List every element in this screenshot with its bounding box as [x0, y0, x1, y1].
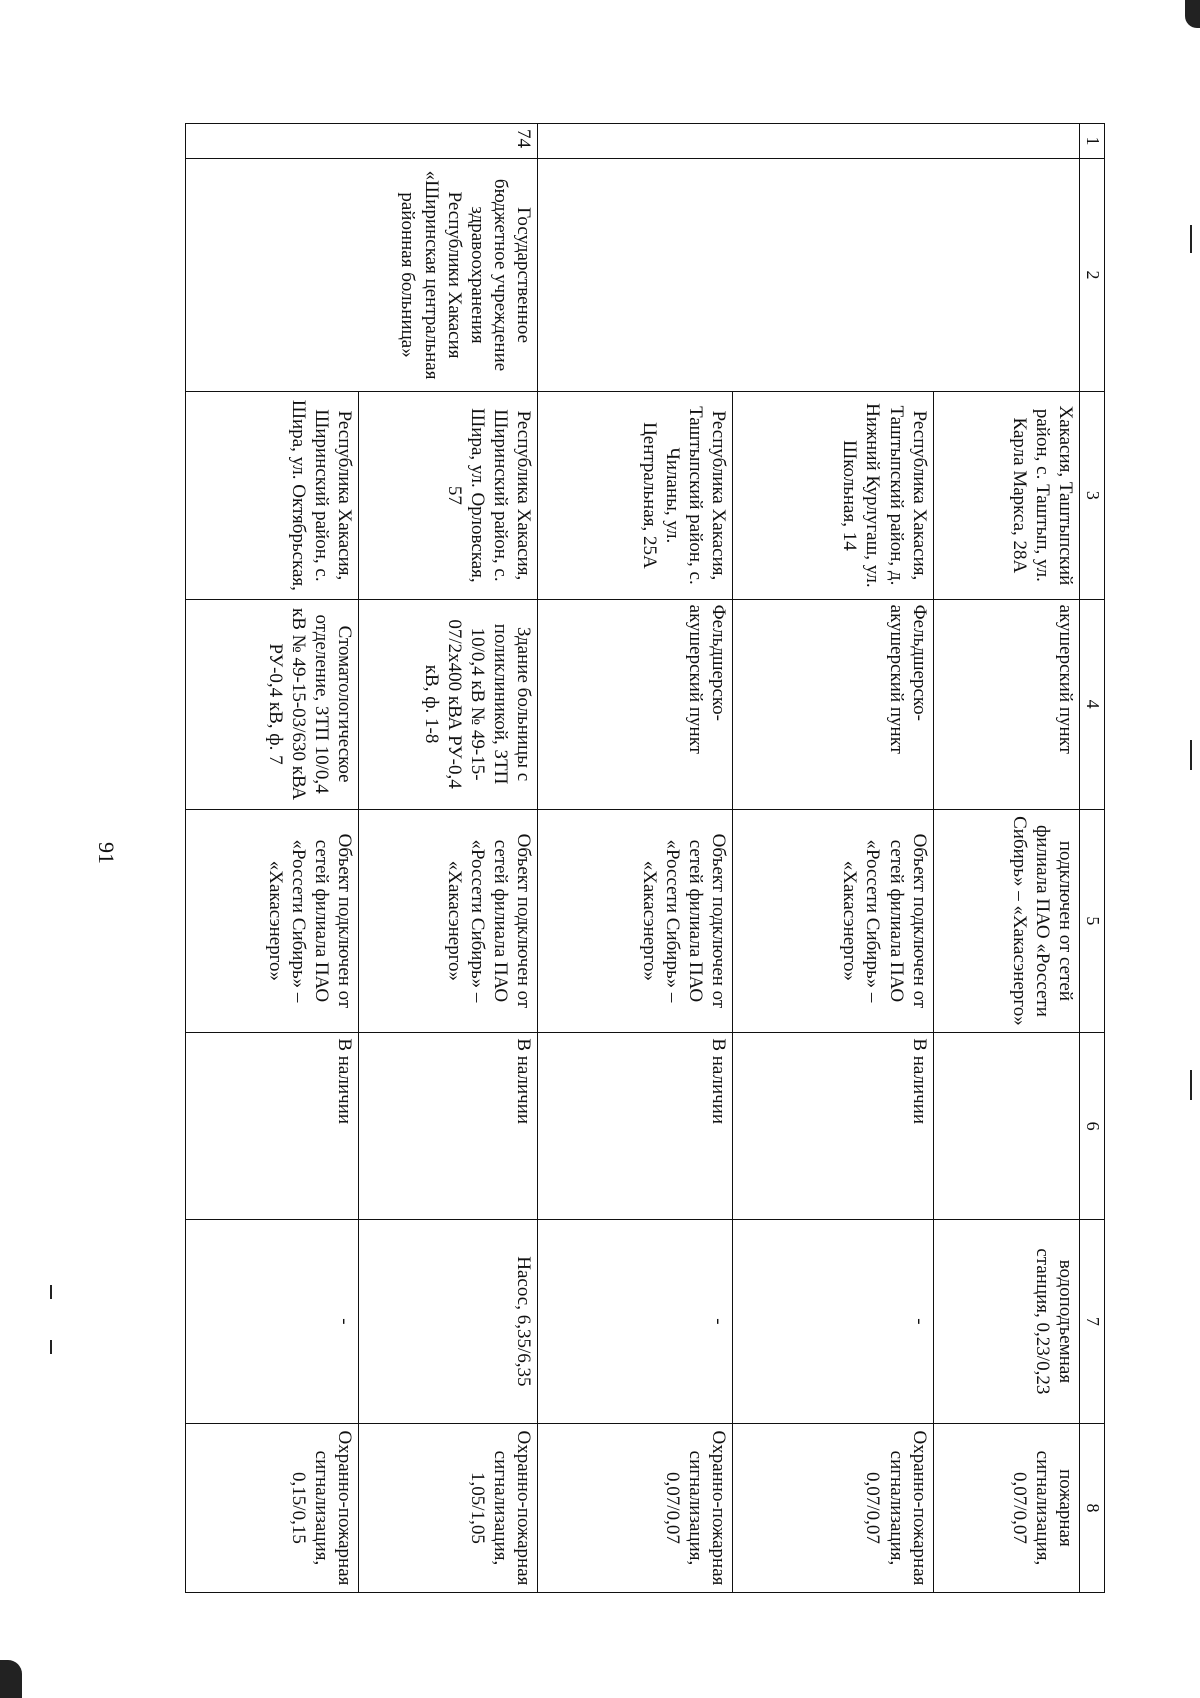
scan-artifact: [1190, 1070, 1192, 1100]
alarm-cell: Охранно-пожарная сигнализация, 0,07/0,07: [733, 1423, 933, 1592]
page-number: 91: [94, 842, 119, 864]
power-source-cell: Объект подключен от сетей филиала ПАО «Россети Сибирь» – «Хакасэнерго»: [359, 809, 538, 1033]
equipment-cell: -: [538, 1219, 733, 1423]
header-cell: 7: [1080, 1219, 1105, 1423]
object-cell: Стоматологическое отделение, ЗТП 10/0,4 кВ № 49-15-03/630 кВА РУ-0,4 кВ, ф. 7: [186, 599, 359, 809]
equipment-cell: Насос, 6,35/6,35: [359, 1219, 538, 1423]
institution-cell: Государственное бюджетное учреждение здравоохранения Республики Хакасия «Ширинская центральная районная больница»: [186, 158, 538, 391]
scan-artifact: [1190, 740, 1192, 770]
power-source-cell: Объект подключен от сетей филиала ПАО «Россети Сибирь» – «Хакасэнерго»: [733, 809, 933, 1033]
object-cell: Здание больницы с поликлиникой, ЗТП 10/0,4 кВ № 49-15-07/2х400 кВА РУ-0,4 кВ, ф. 1-8: [359, 599, 538, 809]
scan-artifact: [1190, 225, 1192, 253]
power-source-cell: Объект подключен от сетей филиала ПАО «Россети Сибирь» – «Хакасэнерго»: [538, 809, 733, 1033]
address-cell: Хакасия, Таштыпский район, с. Таштып, ул. Карла Маркса, 28А: [933, 392, 1079, 600]
alarm-cell: Охранно-пожарная сигнализация, 1,05/1,05: [359, 1423, 538, 1592]
header-cell: 1: [1080, 124, 1105, 159]
row-number-cell: [538, 124, 1080, 159]
power-source-cell: Объект подключен от сетей филиала ПАО «Россети Сибирь» – «Хакасэнерго»: [186, 809, 359, 1033]
address-cell: Республика Хакасия, Таштыпский район, д. Нижний Курлугаш, ул. Школьная, 14: [733, 392, 933, 600]
power-source-cell: подключен от сетей филиала ПАО «Россети Сибирь» – «Хакасэнерго»: [933, 809, 1079, 1033]
equipment-cell: водоподъемная станция, 0,23/0,23: [933, 1219, 1079, 1423]
header-cell: 8: [1080, 1423, 1105, 1592]
alarm-cell: Охранно-пожарная сигнализация, 0,15/0,15: [186, 1423, 359, 1592]
availability-cell: В наличии: [538, 1033, 733, 1220]
table-row: [359, 124, 538, 1593]
availability-cell: В наличии: [733, 1033, 933, 1220]
equipment-cell: -: [733, 1219, 933, 1423]
address-cell: Республика Хакасия, Ширинский район, с. Шира, ул. Орловская, 57: [359, 392, 538, 600]
header-cell: 5: [1080, 809, 1105, 1033]
institution-cell: [538, 158, 1080, 391]
address-cell: Республика Хакасия, Ширинский район, с. Шира, ул. Октябрьская,: [186, 392, 359, 600]
table-row: [933, 124, 1079, 1593]
rotated-table-container: [185, 123, 1105, 1593]
header-cell: 6: [1080, 1033, 1105, 1220]
scan-artifact: [50, 1285, 52, 1299]
header-cell: 3: [1080, 392, 1105, 600]
availability-cell: В наличии: [359, 1033, 538, 1220]
object-cell: Фельдшерско-акушерский пункт: [733, 599, 933, 809]
scan-artifact: [0, 1660, 22, 1698]
table-header-row: [1080, 124, 1105, 1593]
object-cell: акушерский пункт: [933, 599, 1079, 809]
object-cell: Фельдшерско-акушерский пункт: [538, 599, 733, 809]
address-cell: Республика Хакасия, Таштыпский район, с. Чиланы, ул. Центральная, 25А: [538, 392, 733, 600]
header-cell: 2: [1080, 158, 1105, 391]
availability-cell: В наличии: [186, 1033, 359, 1220]
equipment-cell: -: [186, 1219, 359, 1423]
scan-artifact: [50, 1340, 52, 1354]
alarm-cell: Охранно-пожарная сигнализация, 0,07/0,07: [538, 1423, 733, 1592]
data-table: [185, 123, 1105, 1593]
alarm-cell: пожарная сигнализация, 0,07/0,07: [933, 1423, 1079, 1592]
scan-artifact: [1185, 0, 1200, 28]
availability-cell: [933, 1033, 1079, 1220]
header-cell: 4: [1080, 599, 1105, 809]
row-number-cell: 74: [186, 124, 538, 159]
